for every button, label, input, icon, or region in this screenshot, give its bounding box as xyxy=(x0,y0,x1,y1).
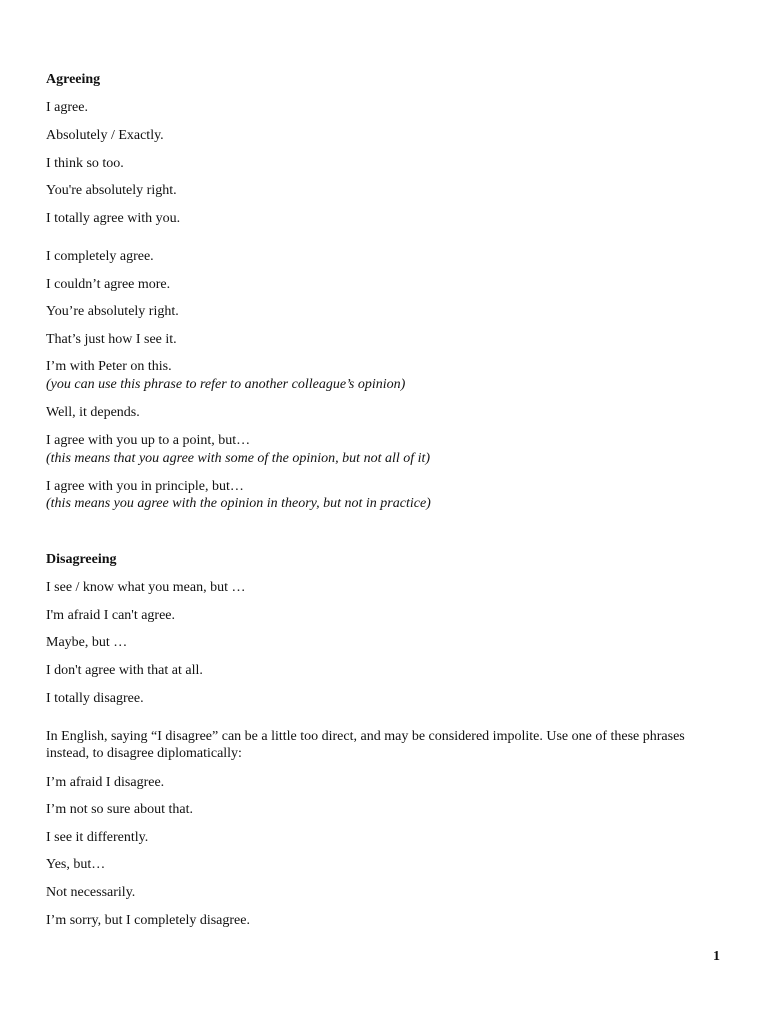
diplomatic-paragraph: In English, saying “I disagree” can be a little too direct, and may be considered impolite. Use one of these phrases instead, to disagree diplomatically: xyxy=(46,729,685,761)
disagree-phrase: I'm afraid I can't agree. xyxy=(46,608,176,623)
disagree-phrase: I see / know what you mean, but … xyxy=(46,580,246,595)
agree-phrase: You're absolutely right. xyxy=(46,183,177,198)
agree-phrase: I agree. xyxy=(46,100,88,115)
diplomatic-phrase: I’m afraid I disagree. xyxy=(46,775,165,790)
disagree-phrase: I totally disagree. xyxy=(46,691,144,706)
agree-note: (this means you agree with the opinion in theory, but not in practice) xyxy=(46,496,431,511)
agree-note: (you can use this phrase to refer to another colleague’s opinion) xyxy=(46,377,406,392)
diplomatic-phrase: Yes, but… xyxy=(46,857,106,872)
diplomatic-phrase: I’m not so sure about that. xyxy=(46,802,193,817)
agree-phrase: I agree with you in principle, but… xyxy=(46,479,244,494)
agree-phrase: Well, it depends. xyxy=(46,405,140,420)
agree-phrase: I think so too. xyxy=(46,156,124,171)
diplomatic-phrase: Not necessarily. xyxy=(46,885,136,900)
agree-phrase: Absolutely / Exactly. xyxy=(46,128,164,143)
agreeing-heading: Agreeing xyxy=(46,72,101,87)
disagree-phrase: I don't agree with that at all. xyxy=(46,663,203,678)
agree-note: (this means that you agree with some of the opinion, but not all of it) xyxy=(46,451,431,466)
agree-phrase: I’m with Peter on this. xyxy=(46,359,172,374)
diplomatic-phrase: I see it differently. xyxy=(46,830,149,845)
disagree-phrase: Maybe, but … xyxy=(46,635,128,650)
agree-phrase: That’s just how I see it. xyxy=(46,332,177,347)
agree-phrase: I completely agree. xyxy=(46,249,154,264)
page-number: 1 xyxy=(713,949,720,964)
agree-phrase: I couldn’t agree more. xyxy=(46,277,171,292)
agree-phrase: I agree with you up to a point, but… xyxy=(46,433,251,448)
diplomatic-phrase: I’m sorry, but I completely disagree. xyxy=(46,913,250,928)
agree-phrase: You’re absolutely right. xyxy=(46,304,179,319)
disagreeing-heading: Disagreeing xyxy=(46,552,117,567)
agree-phrase: I totally agree with you. xyxy=(46,211,181,226)
